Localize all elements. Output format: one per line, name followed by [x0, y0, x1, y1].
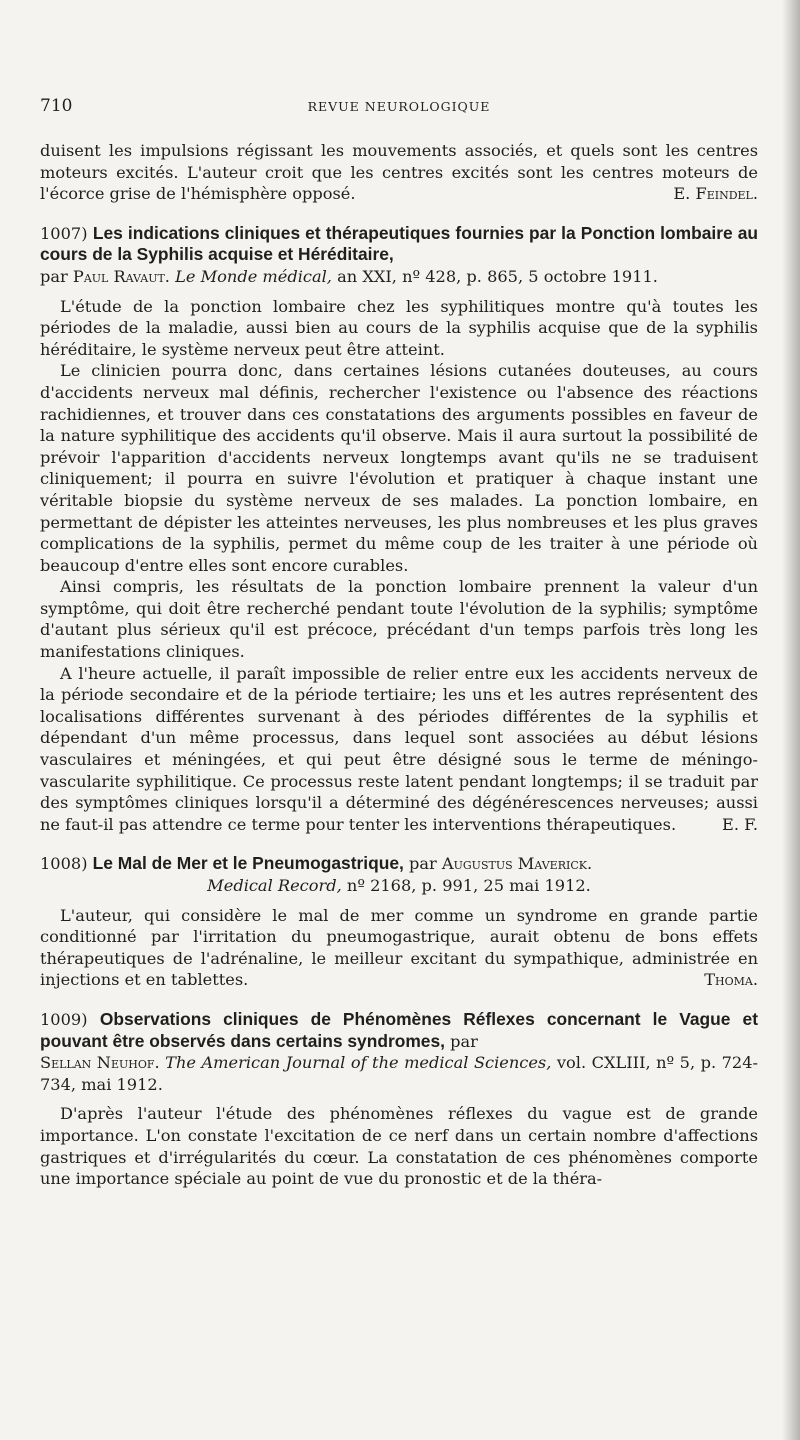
page-body [40, 140, 758, 1190]
citation-ref: vol. CXLIII, nº 5, p. 724-734, mai 1912. [40, 1053, 758, 1094]
entry-signature: E. F. [722, 814, 758, 834]
entry-heading [40, 1009, 758, 1052]
citation-author: Augustus Maverick. [441, 854, 593, 874]
citation-source: Medical Record, [207, 876, 342, 895]
entry-number: 1009) [40, 1009, 88, 1029]
entry-paragraph: D'après l'auteur l'étude des phénomènes réflexes du vague est de grande importance. L'on constate l'excitation de ce nerf dans un certain nombre d'affections gastriques et d'irrégularités du cœur. La constatation de ces phénomènes comporte une importance spéciale au point de vue du pronostic et de la théra- [40, 1104, 758, 1189]
abstract-entry-1008 [40, 853, 758, 991]
citation-source: The American Journal of the medical Sciences, [165, 1053, 552, 1073]
citation-author: Paul Ravaut. [72, 266, 170, 286]
abstract-entry-1009 [40, 1009, 758, 1190]
citation-by: par [40, 266, 68, 286]
entry-number: 1008) [40, 854, 88, 874]
entry-paragraph-text: A l'heure actuelle, il paraît impossible de relier entre eux les accidents nerveux de la période secondaire et de la période tertiaire; les uns et les autres représentent des localisations différentes survenant à des périodes différentes de la syphilis et dépendant d'un même processus, dans lequel sont associées au début lésions vasculaires et méningées, et qui peut être désigné sous le terme de méningo-vascularite syphilitique. Ce processus reste latent pendant longtemps; il se traduit par des symptômes cliniques lorsqu'il a déterminé des dégénérescences nerveuses; aussi ne faut-il pas attendre ce terme pour tenter les interventions thérapeutiques. [40, 663, 758, 834]
entry-title: Le Mal de Mer et le Pneumogastrique, [92, 853, 404, 874]
entry-citation [40, 1052, 758, 1095]
intro-signature: E. Feindel. [673, 184, 758, 204]
entry-paragraph: Ainsi compris, les résultats de la ponction lombaire prennent la valeur d'un symptôme, qui doit être recherché pendant toute l'évolution de la syphilis; symptôme d'autant plus sérieux qu'il est précoce, précédant d'un temps parfois très long les manifestations cliniques. [40, 577, 758, 662]
citation-by: par [409, 854, 437, 874]
citation-by: par [450, 1031, 478, 1051]
entry-citation [40, 266, 758, 288]
entry-heading [40, 853, 758, 875]
entry-title: Observations cliniques de Phénomènes Réflexes concernant le Vague et pouvant être observés dans certains syndromes, [40, 1008, 758, 1051]
entry-heading [40, 223, 758, 266]
entry-title: Les indications cliniques et thérapeutiques fournies par la Ponction lombaire au cours de la Syphilis acquise et Héréditaire, [40, 222, 758, 265]
citation-author: Sellan Neuhof. [40, 1053, 160, 1073]
page-edge-shadow [782, 0, 800, 1440]
entry-number: 1007) [40, 223, 88, 243]
citation-ref: an XXI, nº 428, p. 865, 5 octobre 1911. [337, 266, 658, 286]
entry-paragraph: L'étude de la ponction lombaire chez les syphilitiques montre qu'à toutes les périodes de la maladie, aussi bien au cours de la syphilis acquise que de la syphilis héréditaire, le système nerveux peut être atteint. [40, 296, 758, 359]
abstract-entry-1007 [40, 223, 758, 836]
entry-paragraph-last [40, 663, 758, 836]
citation-source: Le Monde médical, [175, 266, 332, 286]
entry-paragraph-text: L'auteur, qui considère le mal de mer comme un syndrome en grande partie conditionné par l'irritation du pneumogastrique, aurait obtenu de bons effets thérapeutiques de l'adrénaline, le meilleur excitant du sympathique, administrée en injections et en tablettes. [40, 905, 758, 990]
page-header [40, 96, 758, 122]
page-number: 710 [40, 96, 73, 116]
entry-paragraph-last [40, 905, 758, 991]
running-title: REVUE NEUROLOGIQUE [307, 99, 491, 114]
entry-paragraph: Le clinicien pourra donc, dans certaines lésions cutanées douteuses, au cours d'accidents nerveux mal définis, rechercher l'existence ou l'absence des réactions rachidiennes, et trouver dans ces constatations des arguments possibles en faveur de la nature syphilitique des accidents qu'il observe. Mais il aura surtout la possibilité de prévoir l'apparition d'accidents nerveux longtemps avant qu'ils ne se traduisent cliniquement; il pourra en suivre l'évolution et pratiquer à chaque instant une véritable biopsie du système nerveux de ses malades. La ponction lombaire, en permettant de dépister les atteintes nerveuses, les plus nombreuses et les plus graves complications de la syphilis, permet du même coup de les traiter à une période où beaucoup d'entre elles sont encore curables. [40, 361, 758, 575]
intro-paragraph [40, 140, 758, 205]
citation-ref: nº 2168, p. 991, 25 mai 1912. [346, 876, 591, 895]
entry-citation [40, 875, 758, 897]
intro-text: duisent les impulsions régissant les mouvements associés, et quels sont les centres moteurs excités. L'auteur croit que les centres excités sont les centres moteurs de l'écorce grise de l'hémisphère opposé. [40, 141, 758, 204]
entry-signature: Thoma. [704, 970, 758, 990]
